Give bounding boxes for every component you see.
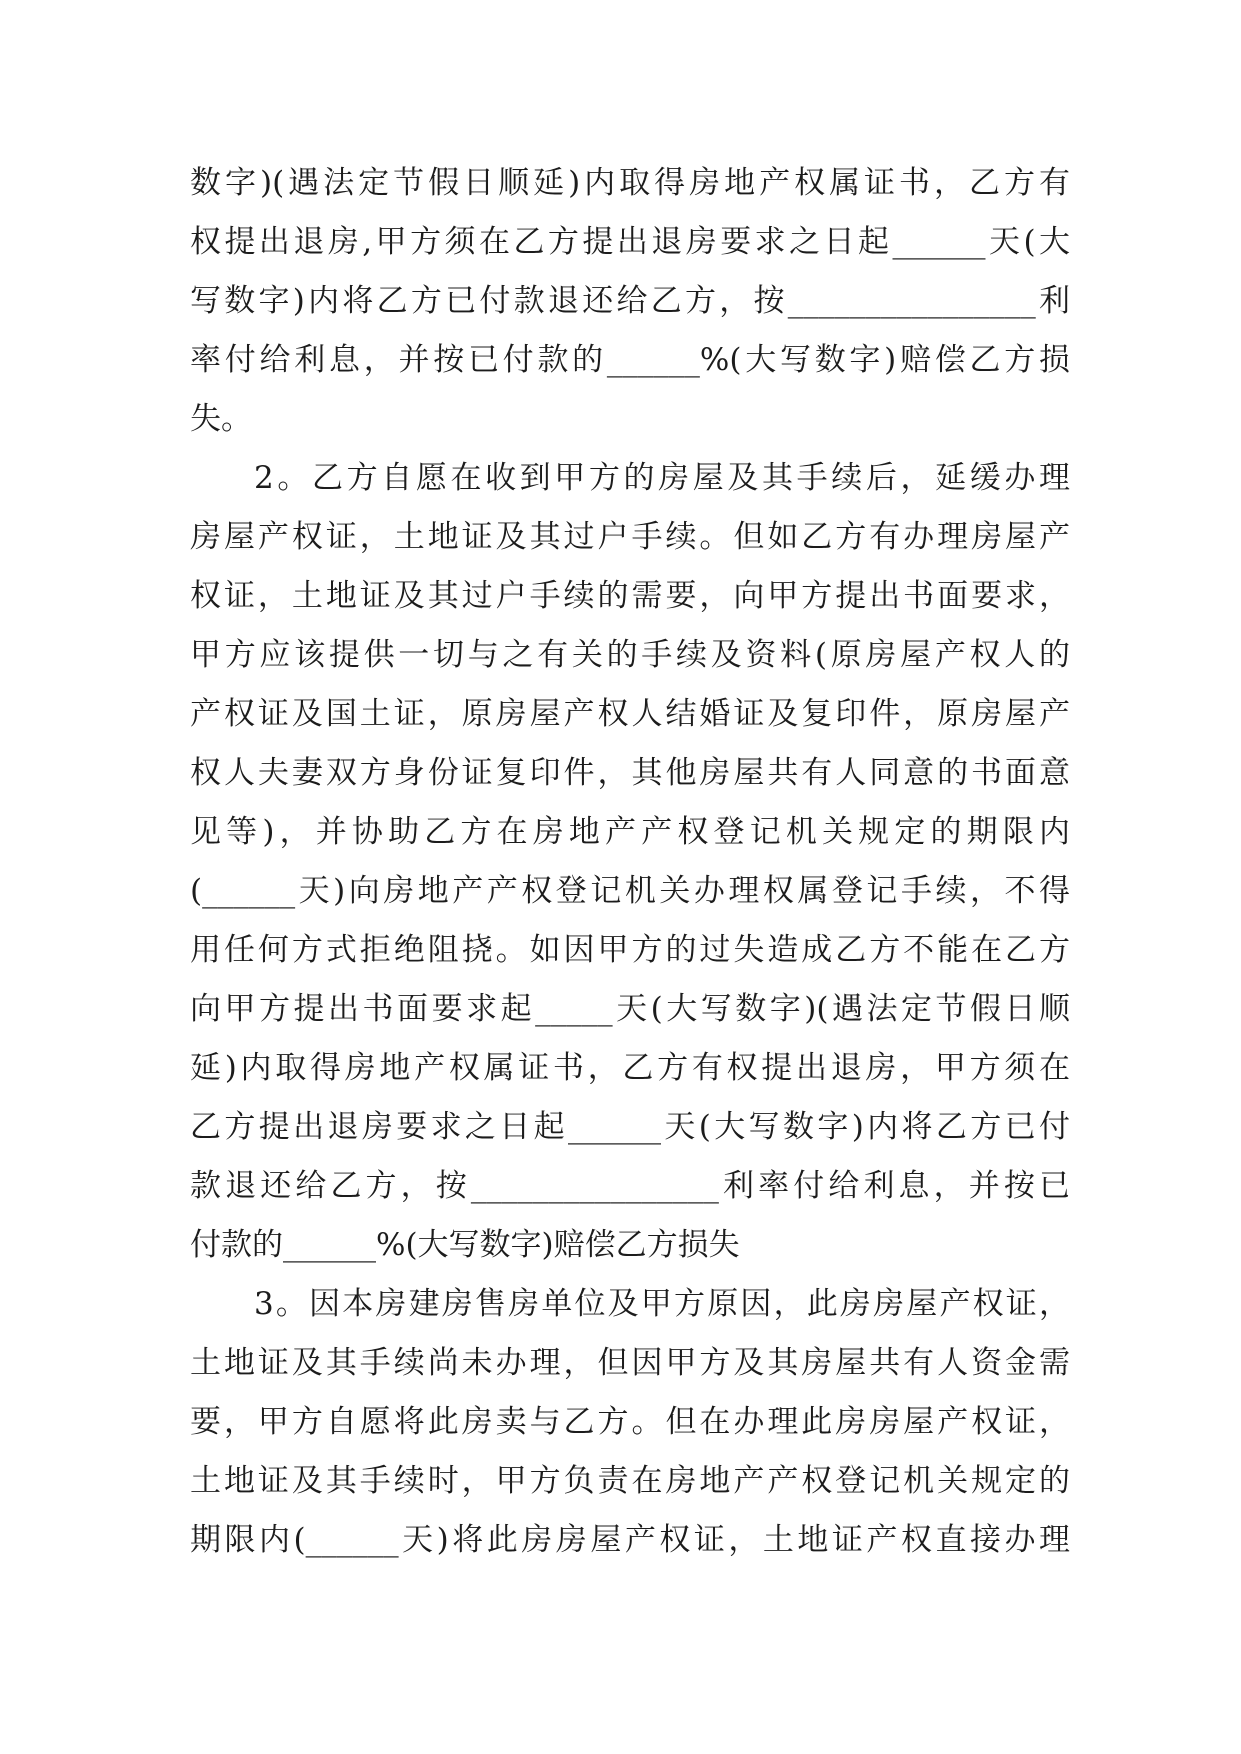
- text-line: (______天)向房地产产权登记机关办理权属登记手续，不得: [190, 873, 1070, 909]
- text-line: 产权证及国土证，原房屋产权人结婚证及复印件，原房屋产: [190, 696, 1070, 732]
- text-line: 要，甲方自愿将此房卖与乙方。但在办理此房房屋产权证，: [190, 1404, 1070, 1440]
- text-line: 率付给利息，并按已付款的______%(大写数字)赔偿乙方损: [190, 342, 1070, 378]
- text-line: 失。: [190, 401, 252, 437]
- text-line: 向甲方提出书面要求起_____天(大写数字)(遇法定节假日顺: [190, 991, 1070, 1027]
- paragraph-continued: [190, 154, 1070, 449]
- text-line: 延)内取得房地产权属证书，乙方有权提出退房，甲方须在: [190, 1050, 1070, 1086]
- text-line: 房屋产权证，土地证及其过户手续。但如乙方有办理房屋产: [190, 519, 1070, 555]
- text-line: 权人夫妻双方身份证复印件，其他房屋共有人同意的书面意: [190, 755, 1070, 791]
- text-line: 见等)，并协助乙方在房地产产权登记机关规定的期限内: [190, 814, 1070, 850]
- text-line: 权提出退房,甲方须在乙方提出退房要求之日起______天(大: [190, 224, 1070, 260]
- paragraph-3: [190, 1275, 1070, 1570]
- text-line: 用任何方式拒绝阻挠。如因甲方的过失造成乙方不能在乙方: [190, 932, 1070, 968]
- text-line: 3。因本房建房售房单位及甲方原因，此房房屋产权证，: [254, 1286, 1070, 1322]
- text-line: 款退还给乙方，按________________利率付给利息，并按已: [190, 1168, 1070, 1204]
- text-line: 权证，土地证及其过户手续的需要，向甲方提出书面要求，: [190, 578, 1070, 614]
- text-line: 乙方提出退房要求之日起______天(大写数字)内将乙方已付: [190, 1109, 1070, 1145]
- text-line: 2。乙方自愿在收到甲方的房屋及其手续后，延缓办理: [254, 460, 1070, 496]
- text-line: 甲方应该提供一切与之有关的手续及资料(原房屋产权人的: [190, 637, 1070, 673]
- text-line: 付款的______%(大写数字)赔偿乙方损失: [190, 1227, 740, 1263]
- document-body: [190, 154, 1070, 1570]
- text-line: 土地证及其手续尚未办理，但因甲方及其房屋共有人资金需: [190, 1345, 1070, 1381]
- text-line: 数字)(遇法定节假日顺延)内取得房地产权属证书，乙方有: [190, 165, 1070, 201]
- paragraph-2: [190, 449, 1070, 1275]
- text-line: 土地证及其手续时，甲方负责在房地产产权登记机关规定的: [190, 1463, 1070, 1499]
- text-line: 写数字)内将乙方已付款退还给乙方，按________________利: [190, 283, 1070, 319]
- text-line: 期限内(______天)将此房房屋产权证，土地证产权直接办理: [190, 1522, 1070, 1558]
